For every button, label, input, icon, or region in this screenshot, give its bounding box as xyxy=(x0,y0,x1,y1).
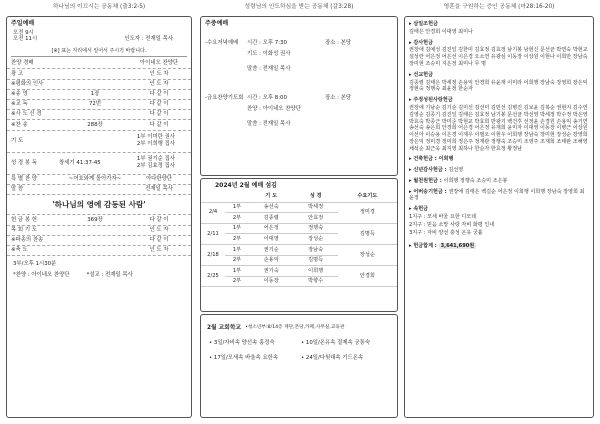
servers-prayer: 김종렬 xyxy=(249,213,293,224)
servers-bible: 장남숙 xyxy=(293,244,337,255)
worship-closing-row xyxy=(7,236,191,246)
worship-item-row xyxy=(7,80,191,90)
worship-title: 주일예배 xyxy=(11,20,35,27)
mission-title: ▸ 선교헌금 xyxy=(409,71,434,78)
church-school-box xyxy=(200,314,398,418)
worship-item-row xyxy=(7,100,191,110)
worship-item-row xyxy=(7,90,191,100)
reading-row: 성 경 봉 독 창세기 41:37-45 1부 권기순 집사 2부 김효정 집사 xyxy=(7,153,191,175)
table-row xyxy=(201,223,397,234)
servers-header-cell xyxy=(201,192,225,203)
servers-part: 2부 xyxy=(225,276,249,287)
worship-item-name: ※찬 송 xyxy=(11,121,28,128)
total-value: 3,641,690원 xyxy=(440,242,475,249)
servers-part: 1부 xyxy=(225,223,249,234)
worship-item-by: 다 같 이 xyxy=(149,111,169,118)
wednesday-time: 시간 : 오후 7:30 xyxy=(247,39,287,46)
worship-item-row xyxy=(7,120,191,130)
tithe-title: ▸ 삼일조헌금 xyxy=(409,21,438,27)
table-row xyxy=(201,202,397,213)
building-title: ▸ 건축헌금 xyxy=(409,156,434,163)
servers-header-cell xyxy=(225,192,249,203)
servers-prayer: 어은정 xyxy=(249,223,293,234)
servers-bible: 장성순 xyxy=(293,234,337,245)
thanks-names: 권장애 김예성 김진일 김한미 김효정 김효정 남기봉 남현신 문선균 박연숙 박현교 설성란 어은정 어은선 이은경 오소연 유광심 이동장 이상원 이현나 이희만 장남숙 장미현 조승미 지은정 최미나 무 명 xyxy=(409,47,588,68)
offering-row: 헌 금 봉 헌 369장 다 같 이 xyxy=(7,215,191,225)
servers-part: 1부 xyxy=(225,244,249,255)
right-column-title: 영혼을 구원하는 증인 공동체 (마28:16-20) xyxy=(443,4,555,10)
servers-date: 2/25 xyxy=(201,266,225,287)
special-offering-title: ▸ 어버숭기헌금 xyxy=(409,188,443,195)
monthly-title: ▸ 월천원헌금 xyxy=(409,177,438,184)
wednesday-sermon: 말씀 : 전재일 목사 xyxy=(247,65,291,72)
servers-bible: 안효정 xyxy=(293,213,337,224)
prayer-row: 기 도 1부 이미란 권사 2부 이희행 집사 xyxy=(7,131,191,153)
servers-prayer: 권기숙 xyxy=(249,266,293,277)
weekly-offering-names: 권장애 기남순 김기순 김미선 김선미 김민선 김병진 김보윤 김복순 권현지 김수연 김영순 김종기 김진일 김태은 김효정 남기봉 문선균 박선영 박세정 박수정 박은영 박효숙 박종근 박미준 박현교 박효희 반광기 백건후 선정윤 손경원 손용익 송기연 송선숙 송은희 안경희 어은경 어은정 유재희 윤미자 이대영 이동장 이병근 이상원 이선아 이승용 이은경 이재우 이필오 이현우 이희행 장남숙 장미현 장성순 장영희 장은익 정미경 정미희 정은주 정재관 정행숙 조승미 조영주 조재희 조태완 조해영 채석순 최근욱 최지영 최하나 한순자 한효정 황정남 xyxy=(409,105,588,152)
servers-wednesday: 정미경 xyxy=(338,202,397,223)
servers-prayer: 권기순 xyxy=(249,244,293,255)
servers-wednesday: 안경희 xyxy=(338,266,397,287)
servers-header-cell: 수요기도 xyxy=(338,192,397,203)
worship-item-by: 인 도 자 xyxy=(149,70,169,77)
school-bible-item: • 10일/온유속 절제속 궁통숙 xyxy=(301,340,371,347)
district-line: 1지구 : 모세 바울 요한 디모데 xyxy=(409,214,477,221)
district-offering-list xyxy=(405,214,593,236)
weekday-worship-title: 주중예배 xyxy=(205,20,229,27)
servers-prayer: 송선숙 xyxy=(249,202,293,213)
worship-order-box xyxy=(6,16,192,418)
table-row xyxy=(201,266,397,277)
church-school-title: 2월 교회학교 xyxy=(207,325,242,331)
left-column-title: 하나님의 이끄시는 공동체 (출3:2-5) xyxy=(52,4,146,10)
newyear-names: 김선영 xyxy=(448,167,464,174)
servers-wednesday: 장성순 xyxy=(338,244,397,265)
worship-item-row xyxy=(7,110,191,120)
friday-time: 시간 : 오후 8:00 xyxy=(247,94,287,101)
worship-item-name: ※파송의 찬송 xyxy=(11,237,44,244)
worship-item-by: 다 같 이 xyxy=(149,121,169,128)
worship-item-name: 광 고 xyxy=(11,70,24,77)
third-service-time: 3부/오후 1시30분 xyxy=(13,261,57,268)
friday-sermon: 말씀 : 전재일 목사 xyxy=(247,120,291,127)
building-names: 이희행 xyxy=(438,156,454,163)
praise-row: 찬양 경배 아이네오 찬양단 xyxy=(7,59,191,69)
friday-place: 장소 : 본당 xyxy=(325,94,352,101)
worship-item-by: 인 도 자 xyxy=(149,226,169,233)
servers-date: 2/11 xyxy=(201,223,225,244)
special-music-row: 특 별 찬 양 ~여호와께 돌아가자~ 아다한양단 xyxy=(7,175,191,185)
district-offering-title: ▸ 속헌금 xyxy=(409,206,429,213)
district-line: 2지구 : 믿음 소망 사랑 자비 화평 인내 xyxy=(409,221,495,228)
third-service-info: *찬양 : 아이네오 찬양단 *설교 : 전재일 목사 xyxy=(13,271,133,278)
worship-item-detail: 1장 xyxy=(90,91,100,98)
worship-closing-items xyxy=(7,226,191,257)
worship-item-name: 목 회 기 도 xyxy=(11,226,37,233)
district-line: 3지구 : 자비 양선 충성 온유 궁휼 xyxy=(409,229,483,236)
worship-items xyxy=(7,69,191,130)
worship-time-2: 오전 11시 xyxy=(13,36,38,43)
thanks-title: ▸ 감사헌금 xyxy=(409,39,434,46)
servers-part: 2부 xyxy=(225,255,249,266)
school-bible-item: • 3일/자비속 양선속 홍정숙 xyxy=(209,340,275,347)
worship-item-by: 인 도 자 xyxy=(149,80,169,87)
sermon-row: 말 씀 전재일 목사 xyxy=(7,185,191,195)
servers-date: 2/18 xyxy=(201,244,225,265)
wednesday-label: -수요저녁예배 xyxy=(205,39,239,46)
sermon-theme: '하나님의 영에 감동된 사람' xyxy=(7,195,191,215)
special-offering-names: 권장애 김태은 백길순 어은정 이희행 이희행 장남숙 장영희 최윤정 xyxy=(409,188,585,202)
worship-leader: 인도자 : 전재일 목사 xyxy=(124,36,173,43)
wednesday-place: 장소 : 본당 xyxy=(325,39,352,46)
school-bible-item: • 24일/다윗대속 기드온속 xyxy=(301,354,364,361)
mission-names: 김종렬 김태은 박세정 손용익 안경희 유윤재 이미라 이희행 장남숙 장영희 장은익 정현숙 정행숙 최윤정 한순자 xyxy=(409,79,588,93)
worship-item-by: 다 같 이 xyxy=(149,101,169,108)
monthly-names: 이희행 정행숙 조승미 조은봉 xyxy=(443,177,508,184)
worship-item-detail: 288장 xyxy=(87,121,103,128)
servers-wednesday: 김명득 xyxy=(338,223,397,244)
servers-table-header xyxy=(201,192,397,203)
servers-bible: 이희행 xyxy=(293,266,337,277)
servers-part: 2부 xyxy=(225,213,249,224)
servers-bible: 정행숙 xyxy=(293,223,337,234)
tithe-names: 김태은 안경희 이대영 최미나 xyxy=(409,28,473,35)
servers-part: 1부 xyxy=(225,266,249,277)
worship-time-1: 오전 9시 xyxy=(13,29,34,36)
worship-item-by: 인 도 자 xyxy=(149,247,169,254)
servers-bible: 박세정 xyxy=(293,202,337,213)
servers-bible: 김명득 xyxy=(293,255,337,266)
worship-item-name: ※사 도 신 경 xyxy=(11,111,42,118)
total-label: ▸ 헌금합계 xyxy=(409,242,434,249)
standing-notice: [※] 표는 자리에서 일어서 주시기 바랍니다. xyxy=(11,46,187,57)
servers-title: 2024년 2월 예배 섬김 xyxy=(215,182,277,189)
servers-prayer: 손용익 xyxy=(249,255,293,266)
wednesday-prayer: 기도 : 이화성 권사 xyxy=(247,50,291,57)
table-row xyxy=(201,244,397,255)
worship-closing-row xyxy=(7,246,191,256)
servers-table xyxy=(201,192,397,288)
friday-praise: 찬양 : 아이네오 찬양단 xyxy=(247,105,301,112)
worship-item-name: ※교 독 xyxy=(11,101,28,108)
servers-prayer: 이대영 xyxy=(249,234,293,245)
newyear-title: ▸ 신년감사헌금 xyxy=(409,167,443,174)
school-bible-item: • 17일/모세속 바울속 요한속 xyxy=(209,354,279,361)
offerings-box: ▸ 삼일조헌금 김태은 안경희 이대영 최미나 ▸ 감사헌금 권장애 김예성 김진일 김한미 김효정 김효정 남기봉 남현신 문선균 박연숙 박현교 설성란 어은정 어은선 이은경 오소연 유광심 이동장 이상원 이현나 이희만 장남숙 장미현 조승미 지은정 최미나 무 명 ▸ 선교헌금 김종렬 김태은 박세정 손용익 안경희 유윤재 이미라 이희행 장남숙 장영희 장은익 정현숙 정행숙 최윤정 한순자 ▸ 주정성된사랑헌금 권장애 기남순 김기순 김미선 김선미 김민선 김병진 김보윤 김복순 권현지 김수연 김영순 김종기 김진일 김태은 김효정 남기봉 문선균 박선영 박세정 박수정 박은영 박효숙 박종근 박미준 박현교 박효희 반광기 백건후 선정윤 손경원 손용익 송기연 송선숙 송은희 안경희 어은경 어은정 유재희 윤미자 이대영 이동장 이병근 이상원 이선아 이승용 이은경 이재우 이필오 이현우 이희행 장남숙 장미현 장성순 장영희 장은익 정미경 정미희 정은주 정재관 정행숙 조승미 조영주 조재희 조태완 조해영 채석순 최근욱 최지영 최하나 한순자 한효정 황정남 ▸ 건축헌금 : 이희행 ▸ 신년감사헌금 : 김선영 ▸ 월천원헌금 : 이희행 정행숙 조승미 조은봉 ▸ 어버숭기헌금 : 권장애 김태은 백길순 어은정 이희행 이희행 장남숙 장영희 최윤정 ▸ 속헌금 1지구 : 모세 바울 요한 디모데 2지구 : 믿음 소망 사랑 자비 화평 인내 3지구 : 자비 양선 충성 온유 궁휼 ▸ 헌금합계 : 3,641,690원 xyxy=(404,16,594,418)
servers-bible: 박향수 xyxy=(293,276,337,287)
servers-part: 2부 xyxy=(225,234,249,245)
servers-part: 1부 xyxy=(225,202,249,213)
servers-prayer: 이동장 xyxy=(249,276,293,287)
worship-item-row xyxy=(7,69,191,79)
worship-item-name: ※송 영 xyxy=(11,91,28,98)
servers-header-cell: 성 경 xyxy=(293,192,337,203)
middle-column-title: 성령님의 인도하심을 받는 공동체 (갈3:28) xyxy=(244,4,354,10)
church-school-text: •청소년부:8/14층 계단,본당,카페,사무실,교육관 xyxy=(245,325,345,330)
weekday-worship-box xyxy=(200,16,398,176)
february-servers-box xyxy=(200,178,398,312)
friday-label: -금요찬양기도회 xyxy=(205,94,244,101)
worship-closing-row xyxy=(7,226,191,236)
worship-item-by: 다 같 이 xyxy=(149,91,169,98)
worship-item-name: ※평화의 인사 xyxy=(11,80,44,87)
servers-date: 2/4 xyxy=(201,202,225,223)
servers-header-cell: 기 도 xyxy=(249,192,293,203)
worship-item-by: 다 같 이 xyxy=(149,237,169,244)
worship-item-detail: 72번 xyxy=(88,101,102,108)
worship-item-name: ※축 도 xyxy=(11,247,28,254)
church-school-bible-groups xyxy=(201,332,397,362)
weekly-offering-title: ▸ 주정성된사랑헌금 xyxy=(409,97,453,104)
